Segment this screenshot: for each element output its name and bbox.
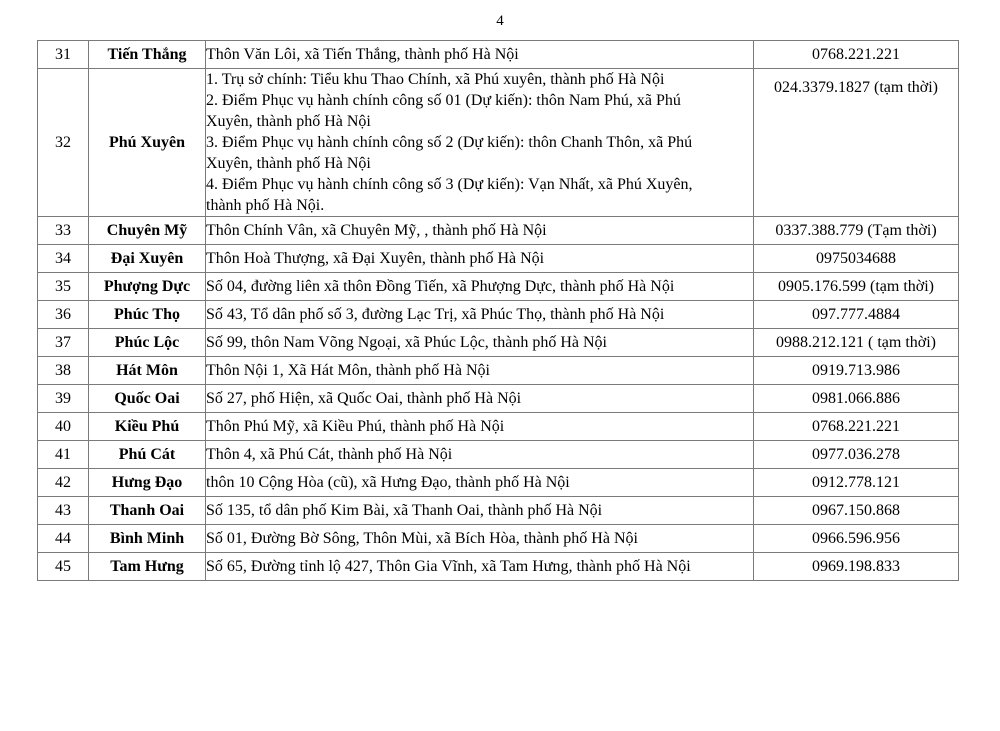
address-cell: Thôn 4, xã Phú Cát, thành phố Hà Nội bbox=[206, 441, 754, 469]
address-line: 4. Điểm Phục vụ hành chính công số 3 (Dự kiến): Vạn Nhất, xã Phú Xuyên, bbox=[206, 176, 693, 193]
commune-name-cell: Quốc Oai bbox=[89, 385, 206, 413]
row-index-cell: 34 bbox=[38, 245, 89, 273]
address-cell: Thôn Chính Vân, xã Chuyên Mỹ, , thành phố Hà Nội bbox=[206, 217, 754, 245]
row-index-cell: 44 bbox=[38, 525, 89, 553]
phone-number-cell: 0967.150.868 bbox=[754, 497, 959, 525]
address-cell bbox=[206, 69, 754, 217]
address-cell: Số 04, đường liên xã thôn Đồng Tiến, xã Phượng Dực, thành phố Hà Nội bbox=[206, 273, 754, 301]
phone-number-cell: 097.777.4884 bbox=[754, 301, 959, 329]
phone-number-cell: 0768.221.221 bbox=[754, 413, 959, 441]
table-row bbox=[38, 245, 959, 273]
address-line-group bbox=[206, 69, 753, 216]
commune-name-cell: Đại Xuyên bbox=[89, 245, 206, 273]
table-row bbox=[38, 553, 959, 581]
address-line: Xuyên, thành phố Hà Nội bbox=[206, 113, 371, 130]
row-index-cell: 39 bbox=[38, 385, 89, 413]
phone-number-cell: 0969.198.833 bbox=[754, 553, 959, 581]
table-row bbox=[38, 217, 959, 245]
address-line: 1. Trụ sở chính: Tiểu khu Thao Chính, xã Phú xuyên, thành phố Hà Nội bbox=[206, 71, 665, 88]
phone-number-cell: 0981.066.886 bbox=[754, 385, 959, 413]
commune-contact-table bbox=[37, 40, 959, 581]
row-index-cell: 38 bbox=[38, 357, 89, 385]
row-index-cell: 31 bbox=[38, 41, 89, 69]
address-cell: Thôn Văn Lôi, xã Tiến Thắng, thành phố Hà Nội bbox=[206, 41, 754, 69]
address-cell: Số 65, Đường tỉnh lộ 427, Thôn Gia Vĩnh, xã Tam Hưng, thành phố Hà Nội bbox=[206, 553, 754, 581]
table-row bbox=[38, 301, 959, 329]
row-index-cell: 43 bbox=[38, 497, 89, 525]
commune-name-cell: Phúc Thọ bbox=[89, 301, 206, 329]
table-row bbox=[38, 69, 959, 217]
table-row bbox=[38, 497, 959, 525]
commune-name-cell: Phú Xuyên bbox=[89, 69, 206, 217]
commune-name-cell: Chuyên Mỹ bbox=[89, 217, 206, 245]
table-row bbox=[38, 41, 959, 69]
commune-contact-table-wrapper bbox=[37, 40, 958, 581]
table-row bbox=[38, 525, 959, 553]
phone-number-cell: 024.3379.1827 (tạm thời) bbox=[754, 69, 959, 217]
table-row bbox=[38, 329, 959, 357]
address-cell: Số 99, thôn Nam Võng Ngoại, xã Phúc Lộc, thành phố Hà Nội bbox=[206, 329, 754, 357]
address-line: 3. Điểm Phục vụ hành chính công số 2 (Dự kiến): thôn Chanh Thôn, xã Phú bbox=[206, 134, 693, 151]
commune-name-cell: Bình Minh bbox=[89, 525, 206, 553]
commune-name-cell: Phượng Dực bbox=[89, 273, 206, 301]
phone-number-cell: 0337.388.779 (Tạm thời) bbox=[754, 217, 959, 245]
address-cell: Số 135, tổ dân phố Kim Bài, xã Thanh Oai, thành phố Hà Nội bbox=[206, 497, 754, 525]
phone-number-cell: 0905.176.599 (tạm thời) bbox=[754, 273, 959, 301]
commune-name-cell: Tam Hưng bbox=[89, 553, 206, 581]
row-index-cell: 45 bbox=[38, 553, 89, 581]
phone-number-cell: 0919.713.986 bbox=[754, 357, 959, 385]
phone-number-cell: 0768.221.221 bbox=[754, 41, 959, 69]
commune-name-cell: Thanh Oai bbox=[89, 497, 206, 525]
phone-number-cell: 0975034688 bbox=[754, 245, 959, 273]
row-index-cell: 36 bbox=[38, 301, 89, 329]
commune-name-cell: Kiều Phú bbox=[89, 413, 206, 441]
address-cell: Thôn Nội 1, Xã Hát Môn, thành phố Hà Nội bbox=[206, 357, 754, 385]
row-index-cell: 41 bbox=[38, 441, 89, 469]
phone-number-cell: 0966.596.956 bbox=[754, 525, 959, 553]
row-index-cell: 40 bbox=[38, 413, 89, 441]
row-index-cell: 33 bbox=[38, 217, 89, 245]
commune-name-cell: Phúc Lộc bbox=[89, 329, 206, 357]
page-number: 4 bbox=[496, 13, 504, 29]
address-line: Xuyên, thành phố Hà Nội bbox=[206, 155, 371, 172]
row-index-cell: 32 bbox=[38, 69, 89, 217]
commune-name-cell: Tiến Thắng bbox=[89, 41, 206, 69]
address-cell: thôn 10 Cộng Hòa (cũ), xã Hưng Đạo, thành phố Hà Nội bbox=[206, 469, 754, 497]
phone-number-cell: 0988.212.121 ( tạm thời) bbox=[754, 329, 959, 357]
table-row bbox=[38, 441, 959, 469]
address-line: thành phố Hà Nội. bbox=[206, 197, 325, 214]
commune-name-cell: Hát Môn bbox=[89, 357, 206, 385]
table-row bbox=[38, 413, 959, 441]
commune-name-cell: Hưng Đạo bbox=[89, 469, 206, 497]
address-cell: Số 27, phố Hiện, xã Quốc Oai, thành phố Hà Nội bbox=[206, 385, 754, 413]
address-cell: Thôn Phú Mỹ, xã Kiều Phú, thành phố Hà Nội bbox=[206, 413, 754, 441]
commune-name-cell: Phú Cát bbox=[89, 441, 206, 469]
row-index-cell: 35 bbox=[38, 273, 89, 301]
table-row bbox=[38, 385, 959, 413]
table-row bbox=[38, 469, 959, 497]
address-cell: Số 01, Đường Bờ Sông, Thôn Mùi, xã Bích Hòa, thành phố Hà Nội bbox=[206, 525, 754, 553]
phone-number-cell: 0912.778.121 bbox=[754, 469, 959, 497]
address-cell: Thôn Hoà Thượng, xã Đại Xuyên, thành phố Hà Nội bbox=[206, 245, 754, 273]
table-row bbox=[38, 357, 959, 385]
row-index-cell: 37 bbox=[38, 329, 89, 357]
address-line: 2. Điểm Phục vụ hành chính công số 01 (Dự kiến): thôn Nam Phú, xã Phú bbox=[206, 92, 681, 109]
table-body bbox=[38, 41, 959, 581]
row-index-cell: 42 bbox=[38, 469, 89, 497]
address-cell: Số 43, Tổ dân phố số 3, đường Lạc Trị, xã Phúc Thọ, thành phố Hà Nội bbox=[206, 301, 754, 329]
phone-number-cell: 0977.036.278 bbox=[754, 441, 959, 469]
table-row bbox=[38, 273, 959, 301]
